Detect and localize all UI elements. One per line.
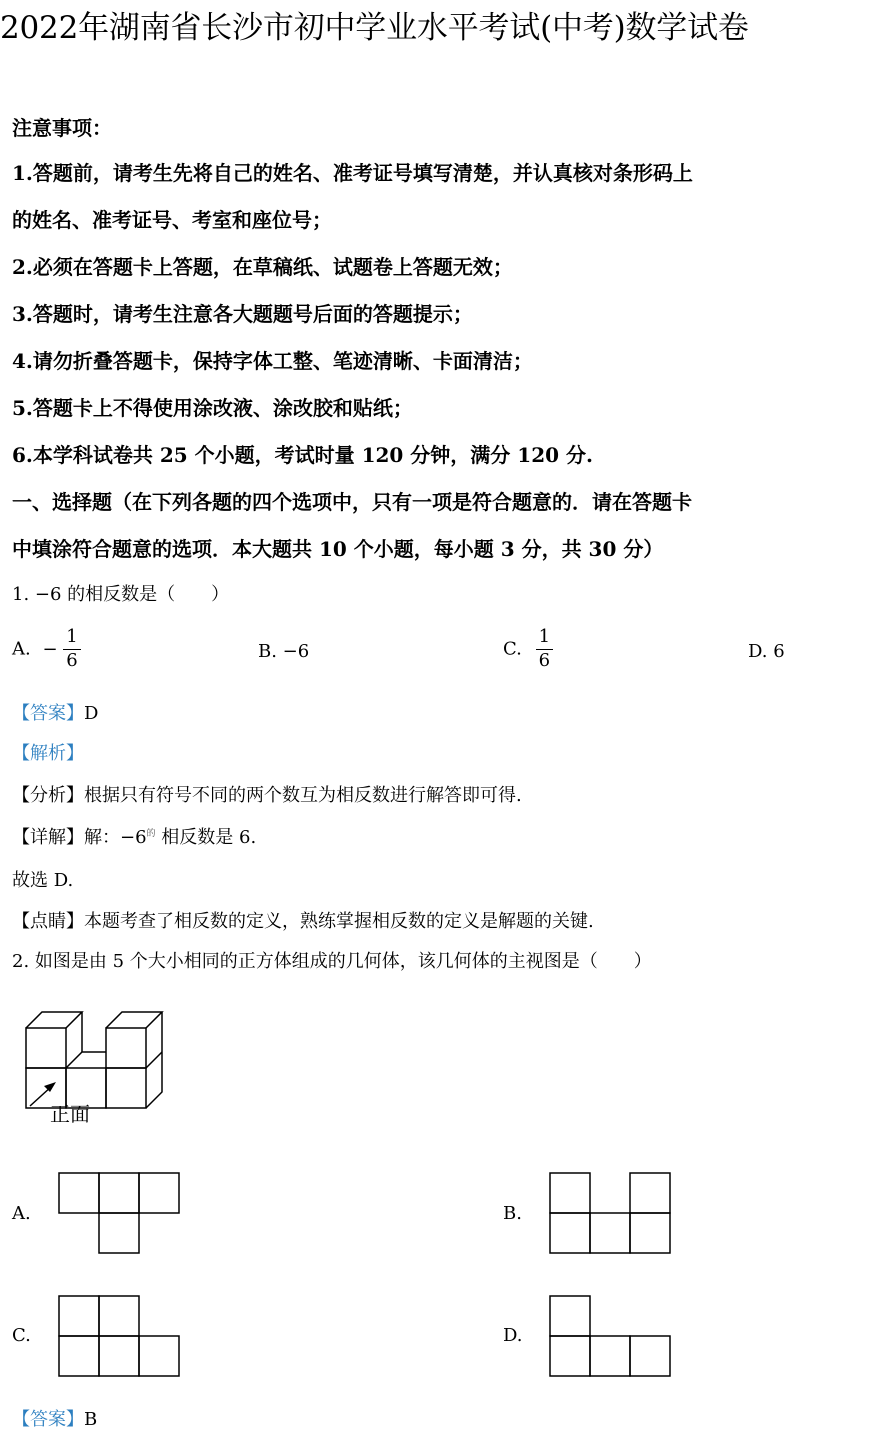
q1-option-c-numerator: 1	[536, 626, 553, 650]
section1-heading-line1: 一、选择题（在下列各题的四个选项中，只有一项是符合题意的．请在答题卡	[12, 490, 692, 514]
q1-fenxi-tag: 【分析】	[12, 785, 84, 806]
q2-answer-value: B	[84, 1409, 98, 1430]
q1-fenxi	[12, 781, 522, 807]
note-item-6: 6.本学科试卷共 25 个小题，考试时量 120 分钟，满分 120 分.	[12, 443, 593, 467]
q1-option-c-denominator: 6	[538, 649, 551, 671]
q1-option-d: D. 6	[748, 641, 785, 662]
q1-xiangjie-pre: 解：−6	[84, 827, 147, 848]
q1-dianjing	[12, 907, 594, 933]
q1-option-c	[503, 626, 553, 672]
q1-option-a-numerator: 1	[63, 626, 80, 650]
q2-stem: 2. 如图是由 5 个大小相同的正方体组成的几何体，该几何体的主视图是（ ）	[12, 951, 652, 972]
q1-stem: 1. −6 的相反数是（ ）	[12, 584, 230, 605]
q2-option-d-label: D.	[503, 1325, 523, 1346]
q2-option-d-figure[interactable]	[549, 1295, 671, 1377]
q1-answer-tag: 【答案】	[12, 703, 84, 724]
q2-option-c-label: C.	[12, 1325, 31, 1346]
note-item-1-cont: 的姓名、准考证号、考室和座位号；	[12, 208, 332, 232]
q1-option-a	[12, 626, 81, 672]
q2-option-a-label: A.	[12, 1203, 31, 1224]
page-title: 2022年湖南省长沙市初中学业水平考试(中考)数学试卷	[0, 10, 749, 46]
q1-dianjing-text: 本题考查了相反数的定义，熟练掌握相反数的定义是解题的关键.	[84, 911, 594, 932]
q2-front-label: 正面	[50, 1102, 90, 1126]
q1-option-b: B. −6	[258, 641, 310, 662]
q2-option-b-figure[interactable]	[549, 1172, 671, 1254]
q1-xiangjie-post: 相反数是 6.	[155, 827, 257, 848]
q1-fenxi-text: 根据只有符号不同的两个数互为相反数进行解答即可得.	[84, 785, 522, 806]
q2-option-b-label: B.	[503, 1203, 522, 1224]
q1-xiangjie	[12, 823, 256, 849]
note-item-2: 2.必须在答题卡上答题，在草稿纸、试题卷上答题无效；	[12, 255, 513, 279]
note-item-5: 5.答题卡上不得使用涂改液、涂改胶和贴纸；	[12, 396, 413, 420]
note-item-3: 3.答题时，请考生注意各大题题号后面的答题提示；	[12, 302, 473, 326]
section1-heading-line2: 中填涂符合题意的选项．本大题共 10 个小题，每小题 3 分，共 30 分）	[12, 537, 664, 561]
q1-dianjing-tag: 【点睛】	[12, 911, 84, 932]
q2-answer-tag: 【答案】	[12, 1409, 84, 1430]
q2-option-a-figure[interactable]	[58, 1172, 180, 1254]
q1-option-a-sign: −	[42, 638, 58, 660]
q1-guxuan: 故选 D.	[12, 870, 74, 891]
q1-option-c-fraction	[536, 626, 553, 672]
q1-option-c-label: C.	[503, 638, 522, 660]
q1-answer	[12, 699, 98, 725]
note-item-4: 4.请勿折叠答题卡，保持字体工整、笔迹清晰、卡面清洁；	[12, 349, 533, 373]
q2-3d-figure	[18, 998, 168, 1128]
q1-answer-value: D	[84, 703, 99, 724]
q1-xiangjie-sup: 的	[146, 829, 156, 839]
notes-heading: 注意事项：	[12, 116, 112, 140]
q1-option-a-label: A.	[12, 638, 31, 660]
q1-option-a-denominator: 6	[66, 649, 78, 671]
q2-answer	[12, 1405, 97, 1431]
q1-analysis-tag: 【解析】	[12, 743, 84, 764]
q1-xiangjie-tag: 【详解】	[12, 827, 84, 848]
q1-option-a-fraction	[63, 626, 80, 672]
q2-option-c-figure[interactable]	[58, 1295, 180, 1377]
note-item-1: 1.答题前，请考生先将自己的姓名、准考证号填写清楚，并认真核对条形码上	[12, 161, 693, 185]
